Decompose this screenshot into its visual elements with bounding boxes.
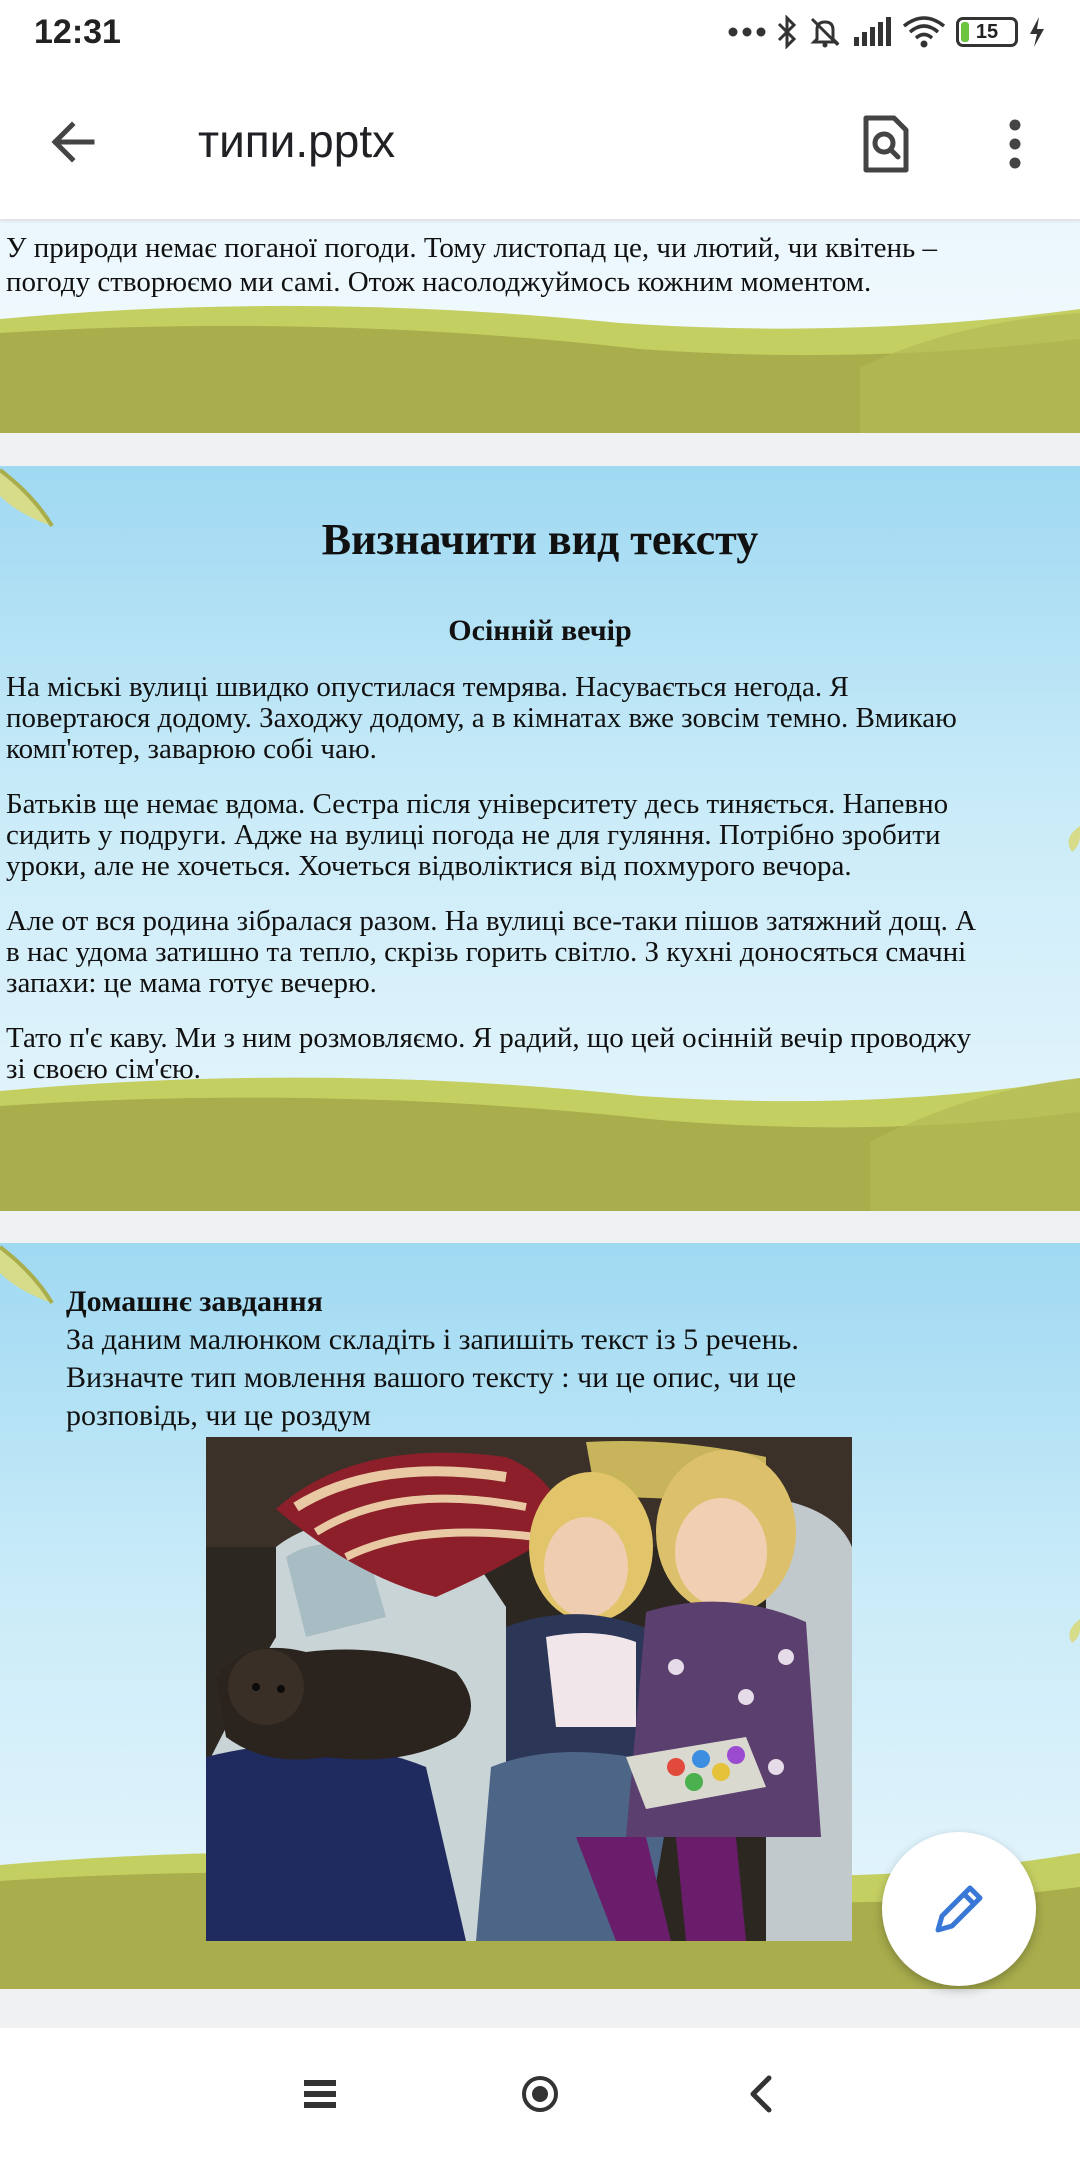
- slide-2[interactable]: [0, 466, 1080, 1211]
- slide-1[interactable]: [0, 221, 1080, 433]
- text-line: зі своєю сім'єю.: [6, 1054, 201, 1085]
- homework-block: [66, 1283, 1066, 1435]
- muted-bell-icon: [808, 15, 842, 49]
- text-line: На міські вулиці швидко опустилася темрява. Насувається негода. Я: [6, 672, 849, 703]
- navigation-bar: [0, 2028, 1080, 2160]
- paragraph: [6, 1023, 1080, 1085]
- text-line: Батьків ще немає вдома. Сестра після університету десь тиняється. Напевно: [6, 789, 949, 820]
- slide-title: Визначити вид тексту: [321, 515, 759, 564]
- charging-icon: [1028, 16, 1046, 48]
- paragraph: [6, 906, 1080, 999]
- battery-fill: [961, 22, 969, 42]
- photo-illustration: [206, 1437, 852, 1941]
- more-options-button[interactable]: [990, 109, 1040, 179]
- text-line: розповідь, чи це роздум: [66, 1399, 372, 1432]
- paragraph: [6, 672, 1080, 765]
- paragraph: [6, 789, 1080, 882]
- battery-icon: [956, 17, 1018, 47]
- status-bar: [0, 0, 1080, 64]
- text-line: Тато п'є каву. Ми з ним розмовляємо. Я радий, що цей осінній вечір проводжу: [6, 1023, 972, 1054]
- slide-1-text: [6, 231, 1080, 299]
- wifi-icon: [902, 16, 946, 48]
- back-arrow-icon: [48, 117, 98, 167]
- text-line: повертаюся додому. Заходжу додому, а в кімнатах вже зовсім темно. Вмикаю: [6, 703, 957, 734]
- system-back-button[interactable]: [720, 2054, 800, 2134]
- text-line: комп'ютер, заварюю собі чаю.: [6, 734, 377, 765]
- slide-paragraphs: [6, 672, 1080, 1109]
- text-line: погоду створюємо ми самі. Отож насолоджуймось кожним моментом.: [6, 266, 872, 298]
- text-line: запахи: це мама готує вечерю.: [6, 968, 377, 999]
- children-with-dog-photo: [206, 1437, 852, 1941]
- recents-button[interactable]: [280, 2054, 360, 2134]
- pencil-icon: [930, 1880, 988, 1938]
- app-bar: [0, 64, 1080, 220]
- homework-heading: Домашнє завдання: [66, 1285, 323, 1318]
- slide-subtitle: Осінній вечір: [448, 614, 632, 647]
- text-line: уроки, але не хочеться. Хочеться відволіктися від похмурого вечора.: [6, 851, 852, 882]
- text-line: Але от вся родина зібралася разом. На вулиці все-таки пішов затяжний дощ. А: [6, 906, 977, 937]
- back-button[interactable]: [40, 109, 106, 175]
- text-line: Визначте тип мовлення вашого тексту : чи це опис, чи це: [66, 1361, 797, 1394]
- edit-fab-button[interactable]: [882, 1832, 1036, 1986]
- text-line: сидить у подруги. Адже на вулиці погода не для гуляння. Потрібно зробити: [6, 820, 941, 851]
- search-document-icon: [860, 115, 910, 173]
- file-title: типи.pptx: [198, 115, 396, 167]
- home-button[interactable]: [500, 2054, 580, 2134]
- dots-icon: [728, 27, 766, 37]
- text-line: в нас удома затишно та тепло, скрізь горить світло. З кухні доносяться смачні: [6, 937, 967, 968]
- signal-icon: [852, 17, 892, 47]
- more-vert-icon: [1008, 119, 1022, 169]
- back-icon: [745, 2074, 775, 2114]
- status-time: 12:31: [34, 12, 121, 51]
- text-line: За даним малюнком складіть і запишіть текст із 5 речень.: [66, 1323, 799, 1356]
- battery-level: 15: [975, 20, 999, 43]
- status-icons: [728, 15, 1046, 49]
- search-document-button[interactable]: [852, 109, 918, 179]
- bluetooth-icon: [776, 15, 798, 49]
- menu-icon: [302, 2078, 338, 2110]
- home-icon: [520, 2074, 560, 2114]
- text-line: У природи немає поганої погоди. Тому листопад це, чи лютий, чи квітень –: [6, 232, 937, 264]
